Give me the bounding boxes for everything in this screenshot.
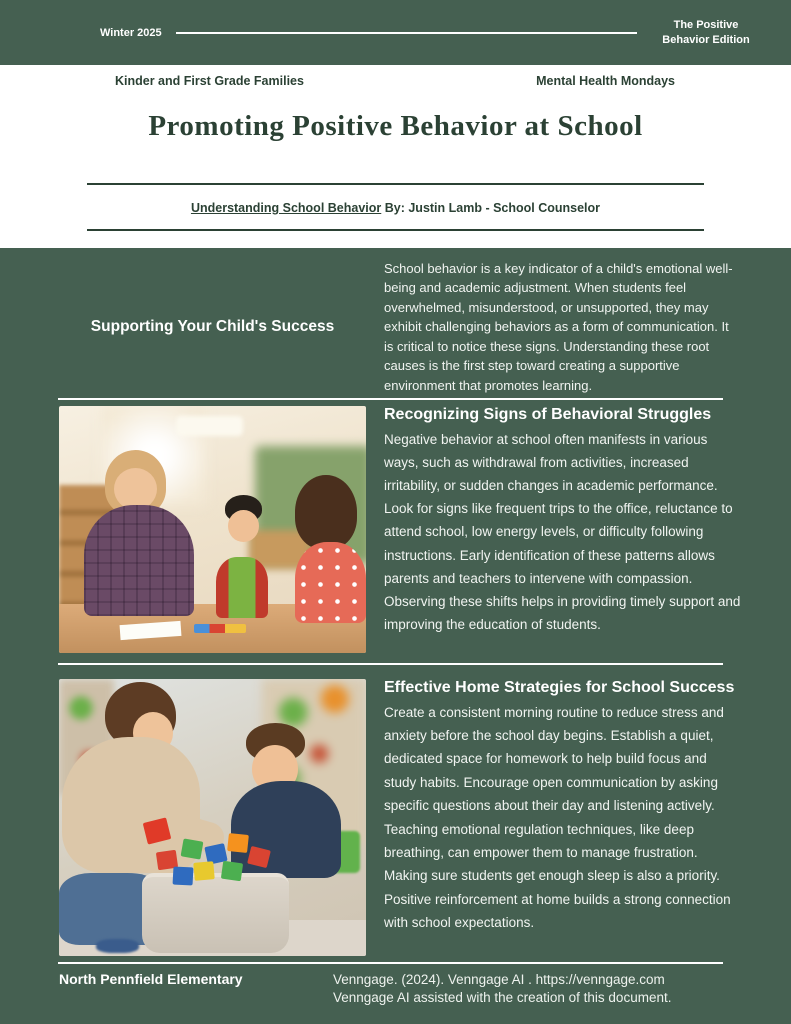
toy-block	[180, 838, 203, 859]
section-1-left	[59, 318, 366, 335]
header-rule-bottom	[87, 229, 704, 231]
section-3-heading: Effective Home Strategies for School Success	[384, 679, 735, 696]
section-3-right	[384, 679, 741, 935]
section-1-paragraph: School behavior is a key indicator of a child's emotional well-being and academic adjustment. When students feel overwhelmed, misunderstood, or unsupported, they may exhibit challenging behaviors as a form of communication. It is critical to notice these signs. Understanding these root causes is the first step toward creating a supportive environment that promotes learning.	[384, 260, 733, 393]
boy-figure	[216, 557, 268, 619]
banner-divider-line	[176, 32, 637, 34]
edition-line-1: The Positive	[673, 18, 739, 31]
citation-line-2: Venngage AI assisted with the creation of this document.	[333, 989, 672, 1005]
issue-date: Winter 2025	[100, 26, 162, 39]
citation-line-1: Venngage. (2024). Venngage AI . https://venngage.com	[333, 972, 665, 987]
section-1-heading: Supporting Your Child's Success	[90, 318, 335, 336]
footer	[59, 971, 741, 1006]
header-rule-top	[87, 183, 704, 185]
ceiling-light-shape	[176, 416, 244, 436]
toy-block	[221, 861, 243, 882]
home-play-photo	[59, 679, 366, 956]
section-2-right	[384, 406, 741, 636]
citation	[333, 971, 671, 1006]
girl-hair	[295, 475, 356, 549]
section-recognizing-signs	[59, 406, 741, 659]
toy-block	[193, 861, 214, 881]
header-tags-row	[115, 74, 675, 88]
audience-tag: Kinder and First Grade Families	[115, 74, 304, 88]
toy-on-floor	[96, 939, 139, 953]
separator-3	[58, 962, 723, 964]
section-2-paragraph: Negative behavior at school often manifests in various ways, such as withdrawal from activities, increased irritability, or sudden changes in academic performance. Look for signs like frequent trips to the office, reluctance to attend school, low energy levels, or difficulty following instructions. Early identification of these patterns allows parents and teachers to intervene with compassion. Observing these shifts helps in providing timely support and improving the education of students.	[384, 431, 741, 633]
marker-tray-shape	[194, 624, 246, 633]
child-figure	[231, 781, 342, 878]
section-1-right	[384, 259, 741, 396]
girl-figure	[295, 542, 366, 624]
boy-head	[228, 510, 259, 542]
section-2-heading: Recognizing Signs of Behavioral Struggles	[384, 406, 712, 423]
teacher-head	[114, 468, 157, 510]
byline-author: By: Justin Lamb - School Counselor	[381, 201, 601, 215]
section-3-left	[59, 679, 366, 956]
section-home-strategies	[59, 679, 741, 958]
body-area	[0, 248, 791, 1024]
section-2-left	[59, 406, 366, 653]
block-bin-shape	[142, 873, 289, 953]
page-title: Promoting Positive Behavior at School	[148, 110, 643, 142]
byline	[0, 201, 791, 215]
section-supporting-success	[59, 256, 741, 398]
classroom-photo	[59, 406, 366, 653]
series-tag: Mental Health Mondays	[536, 74, 675, 88]
section-3-paragraph: Create a consistent morning routine to reduce stress and anxiety before the school day begins. Establish a quiet, dedicated space for homework to help build focus and study habits. Encourage open communication by asking specific questions about their day and listening actively. Teaching emotional regulation techniques, like deep breathing, can empower them to manage frustration. Making sure students get enough sleep is also a priority. Positive reinforcement at home builds a strong connection with school expectations.	[384, 704, 731, 931]
school-name: North Pennfield Elementary	[59, 971, 243, 987]
edition-line-2: Behavior Edition	[662, 33, 750, 46]
toy-block	[172, 867, 193, 886]
top-banner	[0, 0, 791, 65]
edition-label	[651, 18, 761, 48]
teacher-figure	[84, 505, 195, 616]
byline-link[interactable]: Understanding School Behavior	[190, 201, 382, 215]
toy-block	[227, 833, 249, 853]
mother-figure	[62, 737, 200, 873]
